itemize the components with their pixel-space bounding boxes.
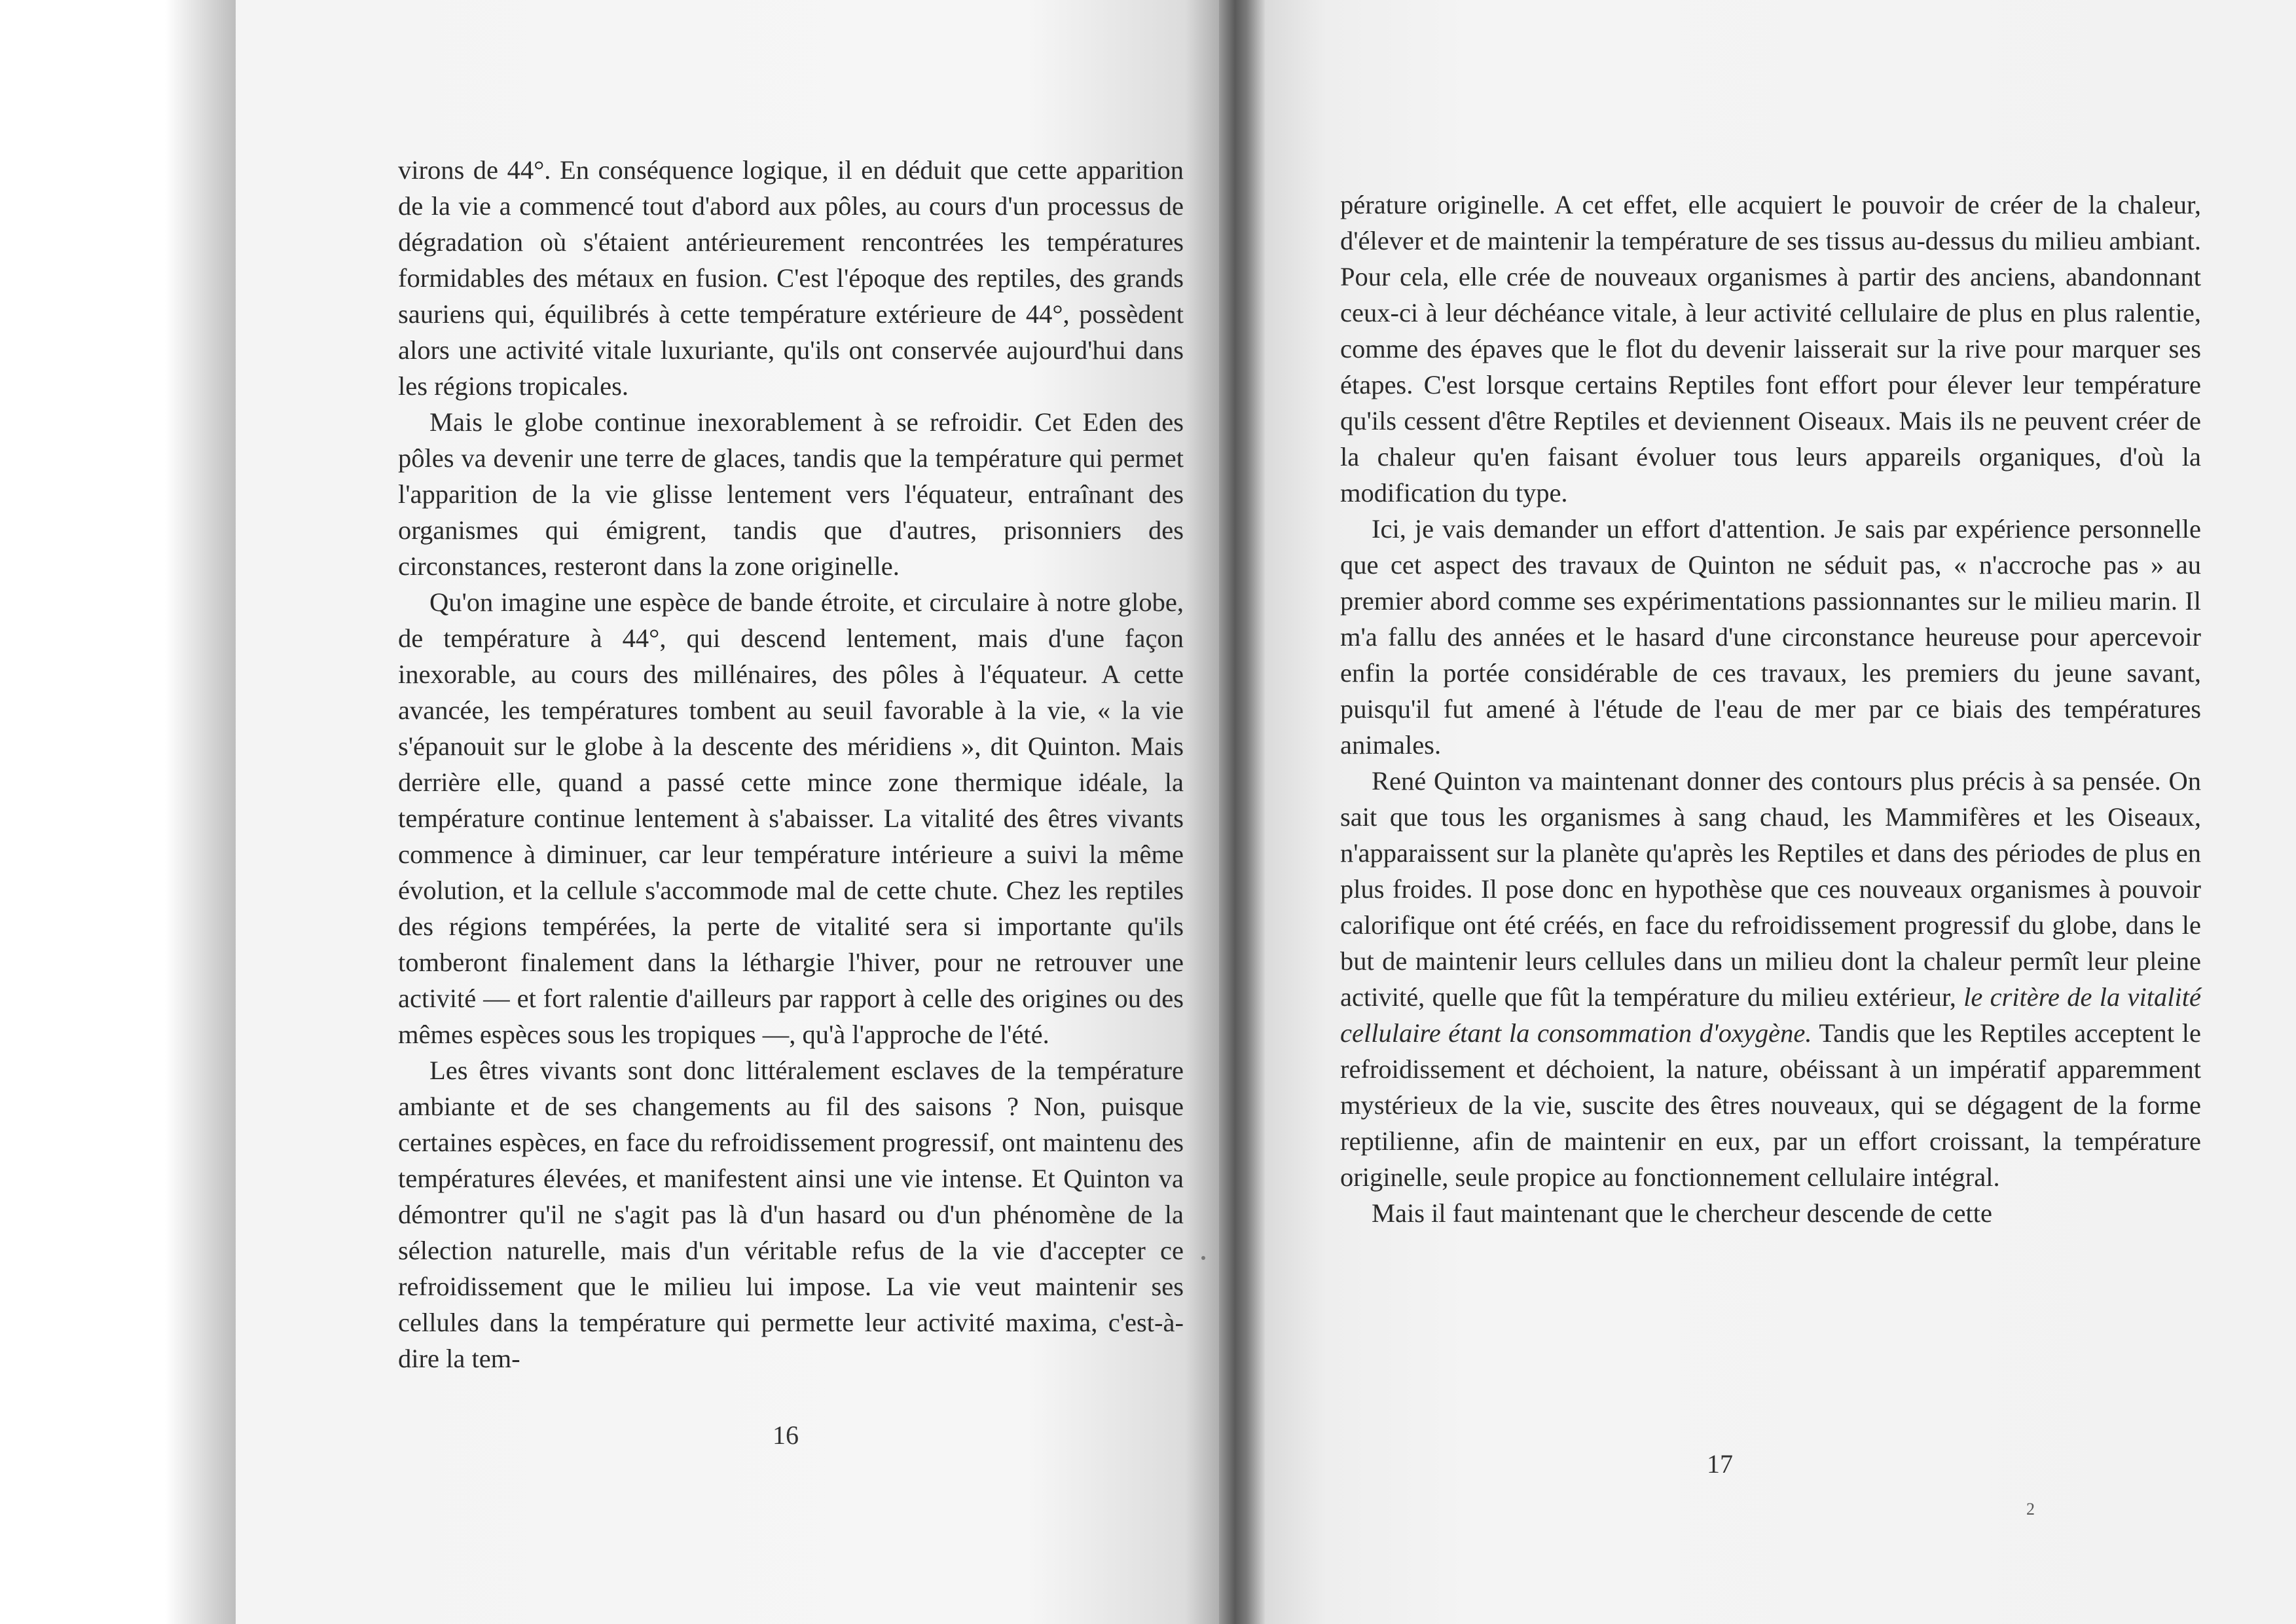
right-paragraph-1-text: pérature originelle. A cet effet, elle acquiert le pouvoir de créer de la chaleur, d'élever et de maintenir la température de ses tissus au-dessus du milieu ambiant. Pour cela, elle crée de nouveaux organismes à partir des anciens, abandonnant ceux-ci à leur déchéance vitale, à leur activité cellulaire de plus en plus ralentie, comme des épaves que le flot du devenir laisserait sur la rive pour marquer ses étapes. C'est lorsque certains Reptiles font effort pour élever leur température qu'ils cessent d'être Reptiles et deviennent Oiseaux. Mais ils ne peuvent créer de la chaleur qu'en faisant évoluer tous leurs appareils organiques, d'où la modification du type. (1340, 190, 2201, 507)
scan-margin (0, 0, 236, 1624)
left-page-text (398, 152, 1184, 1376)
right-paragraph-2-text: Ici, je vais demander un effort d'attention. Je sais par expérience personnelle que cet aspect des travaux de Quinton ne séduit pas, « n'accroche pas » au premier abord comme ses expérimentations passionnantes sur le milieu marin. Il m'a fallu des années et le hasard d'une circonstance heureuse pour apercevoir enfin la portée considérable de ces travaux, les premiers du jeune savant, puisqu'il fut amené à l'étude de l'eau de mer par ce biais des températures animales. (1340, 514, 2201, 760)
right-paragraph-1 (1340, 187, 2201, 511)
left-paragraph-1: virons de 44°. En conséquence logique, il en déduit que cette apparition de la vie a commencé tout d'abord aux pôles, au cours d'un processus de dégradation où s'étaient antérieurement rencontrées les températures formidables des métaux en fusion. C'est l'époque des reptiles, des grands sauriens qui, équilibrés à cette température extérieure de 44°, possèdent alors une activité vitale luxuriante, qu'ils ont conservée aujourd'hui dans les régions tropicales. (398, 155, 1184, 401)
left-paragraph-4: Les êtres vivants sont donc littéralement esclaves de la température ambiante et de ses changements au fil des saisons ? Non, puisque certaines espèces, en face du refroidissement progressif, ont maintenu des températures élevées, et manifestent ainsi une vie intense. Et Quinton va démontrer qu'il ne s'agit pas là d'un hasard ou d'un phénomène de la sélection naturelle, mais d'un véritable refus de la vie d'accepter ce refroidissement que le milieu lui impose. La vie veut maintenir ses cellules dans la température qui permette leur activité maxima, c'est-à-dire la tem- (398, 1056, 1184, 1373)
right-paragraph-2 (1340, 511, 2201, 763)
page-number-left: 16 (773, 1420, 799, 1450)
right-paragraph-4 (1340, 1195, 2201, 1231)
page-number-right: 17 (1707, 1449, 1733, 1479)
right-paragraph-4-text: Mais il faut maintenant que le chercheur descende de cette (1372, 1198, 1992, 1228)
book-gutter (1219, 0, 1265, 1624)
dust-speck (1201, 1256, 1205, 1260)
right-paragraph-3-text-a: René Quinton va maintenant donner des contours plus précis à sa pensée. On sait que tous les organismes à sang chaud, les Mammifères et les Oiseaux, n'apparaissent sur la planète qu'après les Reptiles et dans des périodes de plus en plus froides. Il pose donc en hypothèse que ces nouveaux organismes à pouvoir calorifique ont été créés, en face du refroidissement progressif du globe, dans le but de maintenir leurs cellules dans un milieu dont la chaleur permît leur pleine activité, quelle que fût la température du milieu extérieur, (1340, 766, 2201, 1012)
right-paragraph-3 (1340, 763, 2201, 1195)
signature-mark: 2 (2026, 1500, 2035, 1519)
left-paragraph-2: Mais le globe continue inexorablement à se refroidir. Cet Eden des pôles va devenir une terre de glaces, tandis que la température qui permet l'apparition de la vie glisse lentement vers l'équateur, entraînant des organismes qui émigrent, tandis que d'autres, prisonniers des circonstances, resteront dans la zone originelle. (398, 407, 1184, 581)
right-page (1265, 0, 2296, 1624)
left-paragraph-3: Qu'on imagine une espèce de bande étroite, et circulaire à notre globe, de température à 44°, qui descend lentement, mais d'une façon inexorable, au cours des millénaires, des pôles à l'équateur. A cette avancée, les températures tombent au seuil favorable à la vie, « la vie s'épanouit sur le globe à la descente des méridiens », dit Quinton. Mais derrière elle, quand a passé cette mince zone thermique idéale, la température continue lentement à s'abaisser. La vitalité des êtres vivants commence à diminuer, car leur température intérieure a suivi la même évolution, et la cellule s'accommode mal de cette chute. Chez les reptiles des régions tempérées, la perte de vitalité sera si importante qu'ils tomberont finalement dans la léthargie l'hiver, pour ne retrouver une activité — et fort ralentie d'ailleurs par rapport à celle des origines ou des mêmes espèces sous les tropiques —, qu'à l'approche de l'été. (398, 587, 1184, 1049)
right-page-text (1340, 187, 2201, 1231)
right-paragraph-3-text-b: Tandis que les Reptiles acceptent le refroidissement et déchoient, la nature, obéissant à un impératif apparemment mystérieux de la vie, suscite des êtres nouveaux, qui se dégagent de la forme reptilienne, afin de maintenir en eux, par un effort croissant, la température originelle, seule propice au fonctionnement cellulaire intégral. (1340, 1018, 2201, 1192)
right-paragraph-3-italic: le critère de la vitalité cellulaire étant la consommation d'oxygène. (1340, 982, 2201, 1048)
left-page (236, 0, 1224, 1624)
